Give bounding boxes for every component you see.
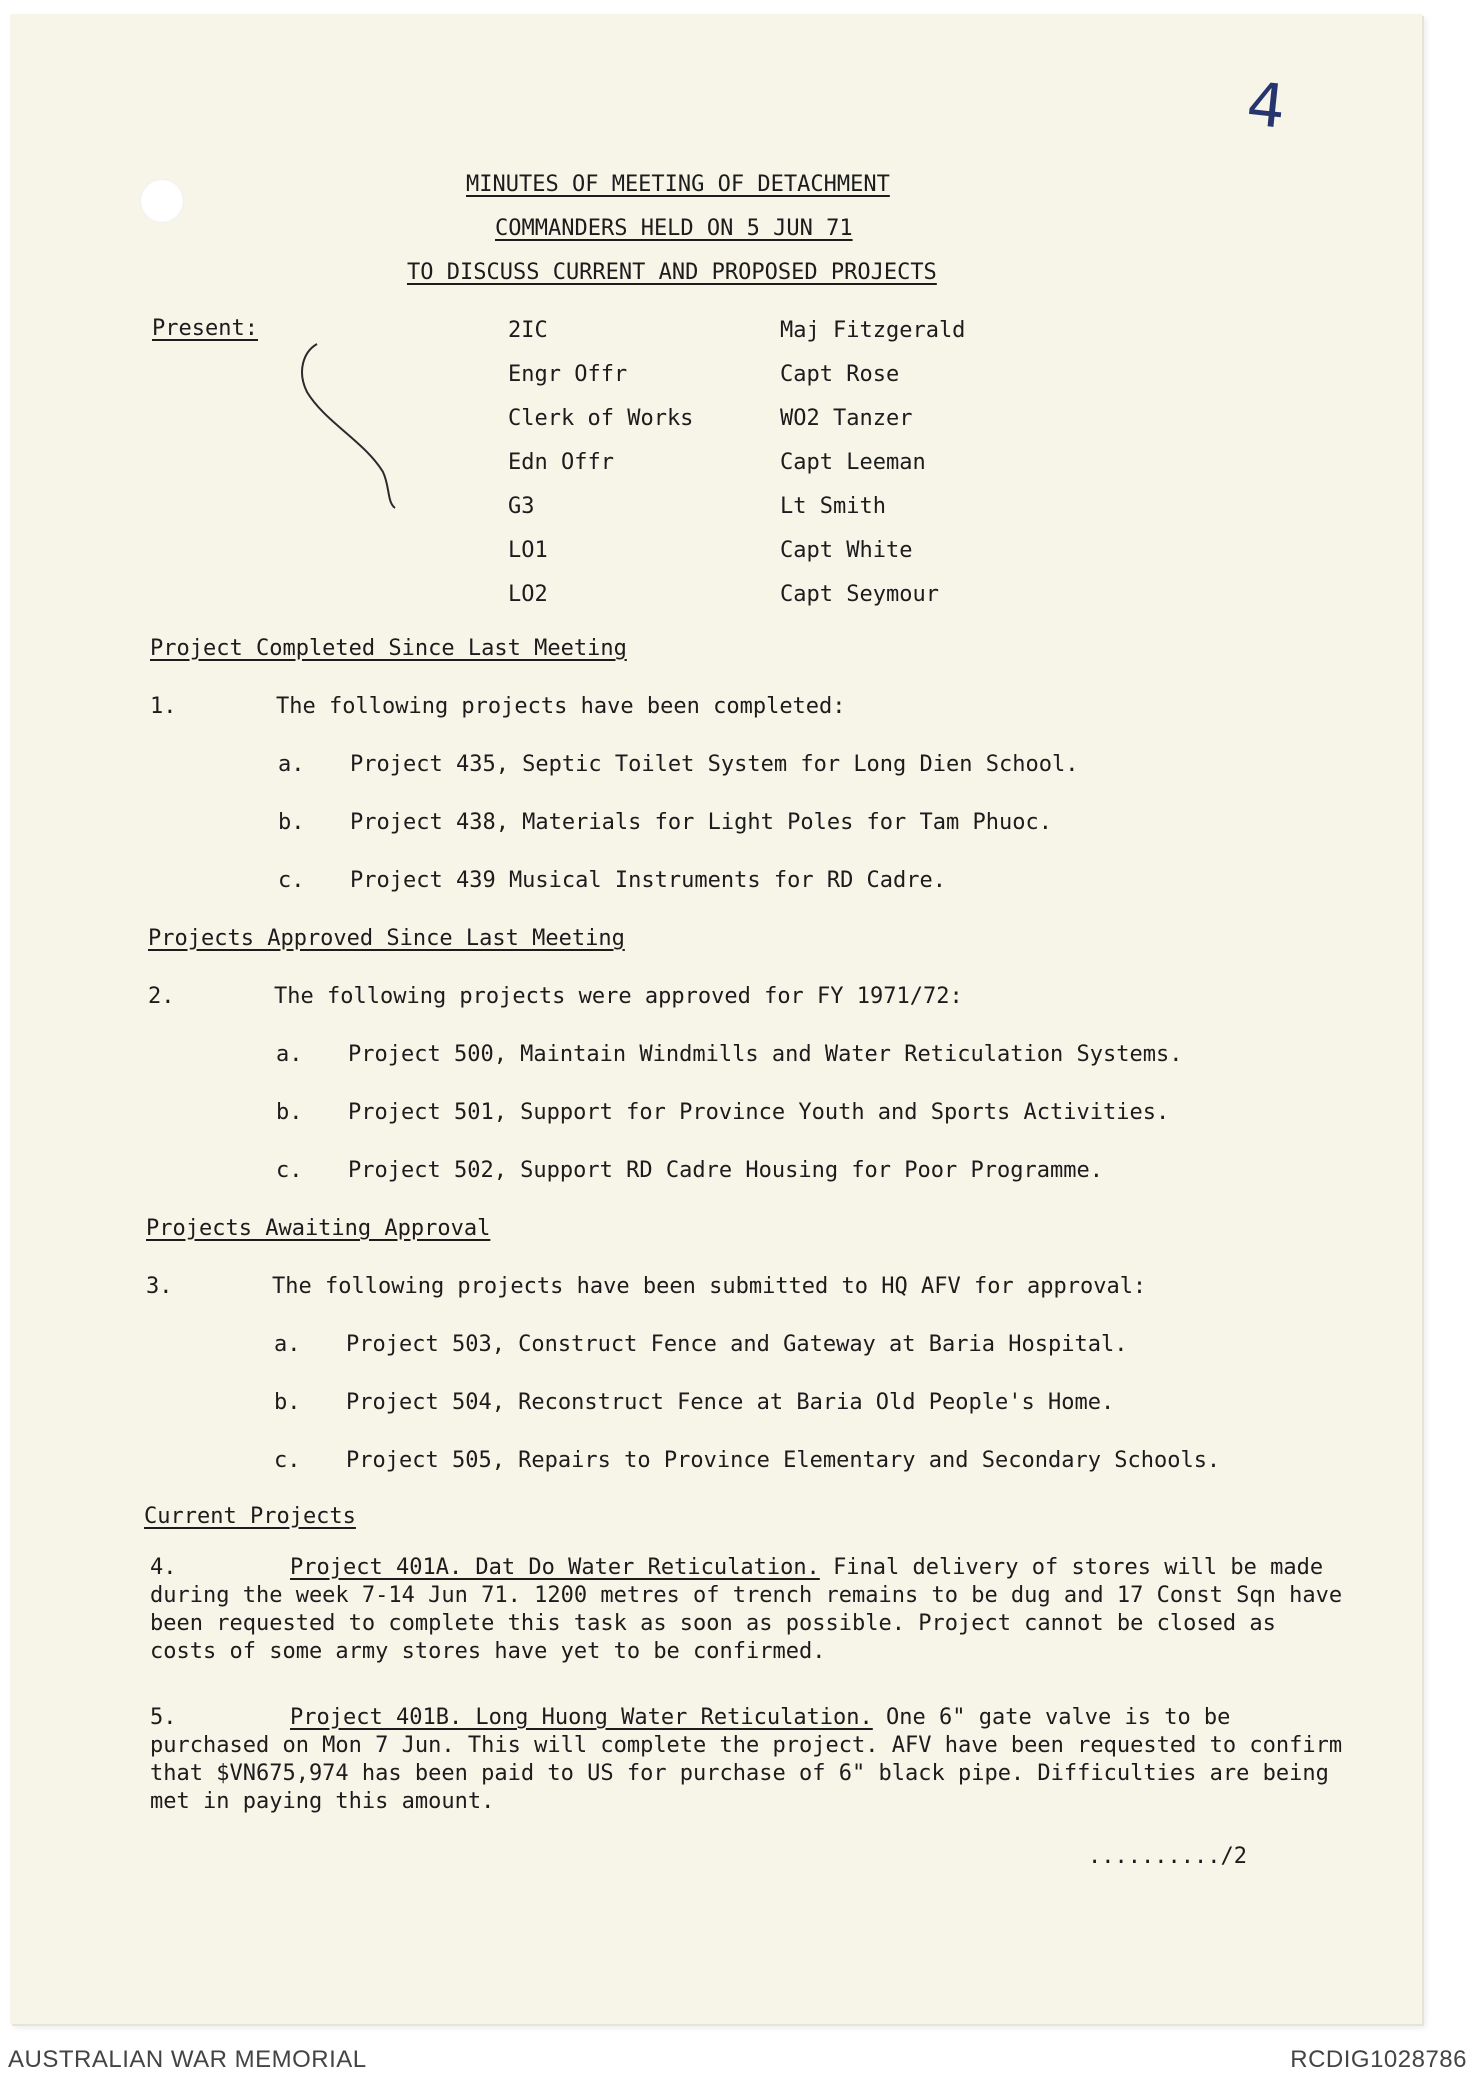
- paragraph-body: One 6" gate valve is to be purchased on Mon 7 Jun. This will complete the project. AFV have been requested to confirm that $VN675,974 has been paid to US for purchase of 6" black pipe. Difficulties are being met in paying this amount.: [150, 1705, 1343, 1814]
- present-name-lo1: Capt White: [780, 538, 913, 563]
- punch-hole: [140, 179, 184, 223]
- section-heading-completed: Project Completed Since Last Meeting: [150, 636, 627, 661]
- handwritten-bracket-mark: [295, 332, 415, 522]
- section-number: 2.: [148, 984, 175, 1009]
- item-letter: a.: [276, 1042, 303, 1067]
- item-text: Project 505, Repairs to Province Elementary and Secondary Schools.: [346, 1448, 1221, 1473]
- section-number: 1.: [150, 694, 177, 719]
- footer-reference-id: RCDIG1028786: [1290, 2046, 1467, 2073]
- section-heading-awaiting: Projects Awaiting Approval: [146, 1216, 491, 1241]
- item-letter: b.: [276, 1100, 303, 1125]
- present-name-lo2: Capt Seymour: [780, 582, 939, 607]
- present-name-engr: Capt Rose: [780, 362, 900, 387]
- section-heading-approved: Projects Approved Since Last Meeting: [148, 926, 625, 951]
- footer-source: AUSTRALIAN WAR MEMORIAL: [8, 2046, 367, 2073]
- present-name-g3: Lt Smith: [780, 494, 886, 519]
- item-letter: a.: [274, 1332, 301, 1357]
- item-letter: c.: [278, 868, 305, 893]
- title-line-3: TO DISCUSS CURRENT AND PROPOSED PROJECTS: [407, 260, 937, 285]
- handwritten-page-number: 4: [1243, 69, 1289, 143]
- item-text: Project 435, Septic Toilet System for Long Dien School.: [350, 752, 1079, 777]
- item-letter: a.: [278, 752, 305, 777]
- section-intro: The following projects have been completed:: [276, 694, 846, 719]
- present-role-engr: Engr Offr: [508, 362, 628, 387]
- section-number: 3.: [146, 1274, 173, 1299]
- item-letter: c.: [274, 1448, 301, 1473]
- present-role-edn: Edn Offr: [508, 450, 614, 475]
- document-page: [10, 14, 1422, 2024]
- present-role-2ic: 2IC: [508, 318, 548, 343]
- paragraph-number: 5.: [150, 1705, 177, 1730]
- present-name-edn: Capt Leeman: [780, 450, 926, 475]
- present-role-lo2: LO2: [508, 582, 548, 607]
- item-text: Project 502, Support RD Cadre Housing for Poor Programme.: [348, 1158, 1103, 1183]
- paragraph-body: Final delivery of stores will be made during the week 7-14 Jun 71. 1200 metres of trench remains to be dug and 17 Const Sqn have been requested to complete this task as soon as possible. Project cannot be closed as costs of some army stores have yet to be confirmed.: [150, 1555, 1343, 1664]
- item-text: Project 504, Reconstruct Fence at Baria Old People's Home.: [346, 1390, 1115, 1415]
- present-role-lo1: LO1: [508, 538, 548, 563]
- continuation-marker: ........../2: [1088, 1844, 1247, 1869]
- present-name-clerk: WO2 Tanzer: [780, 406, 913, 431]
- paragraph-title: Project 401A. Dat Do Water Reticulation.: [290, 1555, 820, 1580]
- item-letter: b.: [278, 810, 305, 835]
- item-text: Project 439 Musical Instruments for RD Cadre.: [350, 868, 947, 893]
- paragraph-number: 4.: [150, 1555, 177, 1580]
- present-role-g3: G3: [508, 494, 535, 519]
- item-letter: c.: [276, 1158, 303, 1183]
- paragraph-4: [150, 1554, 1350, 1666]
- section-heading-current: Current Projects: [144, 1504, 356, 1529]
- paragraph-title: Project 401B. Long Huong Water Reticulation.: [290, 1705, 873, 1730]
- section-intro: The following projects have been submitted to HQ AFV for approval:: [272, 1274, 1147, 1299]
- paragraph-5: [150, 1704, 1350, 1816]
- present-name-2ic: Maj Fitzgerald: [780, 318, 966, 343]
- item-text: Project 500, Maintain Windmills and Water Reticulation Systems.: [348, 1042, 1183, 1067]
- item-text: Project 438, Materials for Light Poles for Tam Phuoc.: [350, 810, 1052, 835]
- title-line-1: MINUTES OF MEETING OF DETACHMENT: [466, 172, 890, 197]
- title-line-2: COMMANDERS HELD ON 5 JUN 71: [495, 216, 853, 241]
- present-role-clerk: Clerk of Works: [508, 406, 694, 431]
- item-letter: b.: [274, 1390, 301, 1415]
- section-intro: The following projects were approved for FY 1971/72:: [274, 984, 963, 1009]
- present-label: Present:: [152, 316, 258, 341]
- item-text: Project 503, Construct Fence and Gateway at Baria Hospital.: [346, 1332, 1128, 1357]
- item-text: Project 501, Support for Province Youth and Sports Activities.: [348, 1100, 1170, 1125]
